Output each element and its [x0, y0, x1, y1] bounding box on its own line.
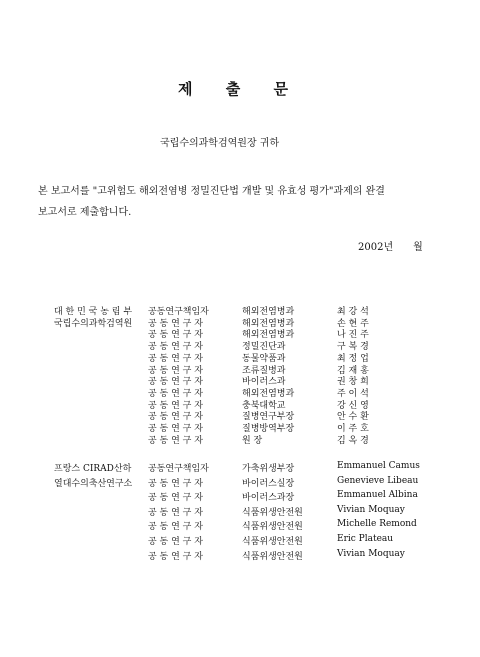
recipient-line: 국립수의과학검역원장 귀하 — [160, 138, 280, 149]
department: 바이러스과 — [242, 377, 286, 388]
organization: 열대수의축산연구소 — [54, 478, 133, 489]
member-name: Vivian Moquay — [337, 548, 405, 559]
role: 공 동 연 구 자 — [148, 424, 203, 434]
department: 해외전염병과 — [242, 388, 295, 399]
department: 질병방역부장 — [242, 424, 295, 434]
role: 공 동 연 구 자 — [148, 330, 203, 341]
role: 공 동 연 구 자 — [148, 365, 203, 376]
role: 공 동 연 구 자 — [148, 377, 203, 388]
role: 공 동 연 구 자 — [148, 551, 203, 562]
member-name: 이 주 호 — [337, 424, 369, 434]
department: 식품위생안전원 — [242, 537, 303, 547]
member-name: 권 창 희 — [337, 377, 369, 388]
member-name: Emmanuel Camus — [337, 461, 420, 471]
department: 해외전염병과 — [242, 307, 295, 317]
organization: 국립수의과학검역원 — [54, 318, 133, 329]
french-team-row — [0, 476, 480, 490]
department: 동물약품과 — [242, 353, 286, 364]
department: 조류질병과 — [242, 365, 286, 376]
role: 공 동 연 구 자 — [148, 400, 203, 411]
role: 공 동 연 구 자 — [148, 318, 203, 329]
role: 공동연구책임자 — [148, 307, 209, 317]
department: 해외전염병과 — [242, 330, 295, 341]
role: 공 동 연 구 자 — [148, 493, 203, 504]
department: 가축위생부장 — [242, 464, 295, 474]
department: 충북대학교 — [242, 400, 286, 411]
role: 공 동 연 구 자 — [148, 388, 203, 399]
date-month: 월 — [413, 242, 423, 253]
french-team-row — [0, 490, 480, 504]
department: 바이러스실장 — [242, 478, 295, 489]
french-team-row — [0, 534, 480, 548]
organization: 대 한 민 국 농 림 부 — [54, 307, 133, 317]
french-team-row — [0, 549, 480, 563]
department: 원 장 — [242, 435, 263, 446]
role: 공 동 연 구 자 — [148, 507, 203, 518]
department: 식품위생안전원 — [242, 507, 303, 518]
role: 공 동 연 구 자 — [148, 537, 203, 547]
french-team-row — [0, 519, 480, 533]
member-name: Genevieve Libeau — [337, 475, 419, 486]
page-title: 제 출 문 — [178, 80, 302, 98]
role: 공 동 연 구 자 — [148, 478, 203, 489]
role: 공 동 연 구 자 — [148, 353, 203, 364]
department: 질병연구부장 — [242, 412, 295, 423]
member-name: 김 옥 경 — [337, 435, 369, 446]
role: 공동연구책임자 — [148, 464, 209, 474]
submission-date — [358, 238, 423, 253]
role: 공 동 연 구 자 — [148, 522, 203, 533]
member-name: 구 복 경 — [337, 342, 369, 353]
member-name: Vivian Moquay — [337, 504, 405, 515]
member-name: Eric Plateau — [337, 534, 394, 544]
department: 정밀진단과 — [242, 342, 286, 353]
member-name: 최 정 업 — [337, 353, 369, 364]
member-name: 나 진 주 — [337, 330, 369, 341]
french-team-row — [0, 505, 480, 519]
date-year: 2002년 — [358, 242, 394, 253]
korean-team-row — [0, 433, 480, 447]
member-name: 주 이 석 — [337, 388, 369, 399]
member-name: 안 수 환 — [337, 412, 369, 423]
member-name: Emmanuel Albina — [337, 490, 418, 501]
member-name: 손 현 주 — [337, 318, 369, 329]
department: 바이러스과장 — [242, 493, 295, 504]
role: 공 동 연 구 자 — [148, 342, 203, 353]
role: 공 동 연 구 자 — [148, 412, 203, 423]
member-name: 강 신 영 — [337, 400, 369, 411]
submission-text-line-1: 본 보고서를 "고위험도 해외전염병 정밀진단법 개발 및 유효성 평가"과제의 완결 — [38, 186, 385, 197]
role: 공 동 연 구 자 — [148, 435, 203, 446]
department: 식품위생안전원 — [242, 522, 303, 533]
organization: 프랑스 CIRAD산하 — [54, 464, 132, 474]
department: 해외전염병과 — [242, 318, 295, 329]
member-name: 김 재 홍 — [337, 365, 369, 376]
submission-text-line-2: 보고서로 제출합니다. — [38, 207, 132, 218]
french-team-row — [0, 461, 480, 475]
member-name: Michelle Remond — [337, 519, 417, 530]
member-name: 최 강 석 — [337, 307, 369, 317]
department: 식품위생안전원 — [242, 551, 303, 562]
